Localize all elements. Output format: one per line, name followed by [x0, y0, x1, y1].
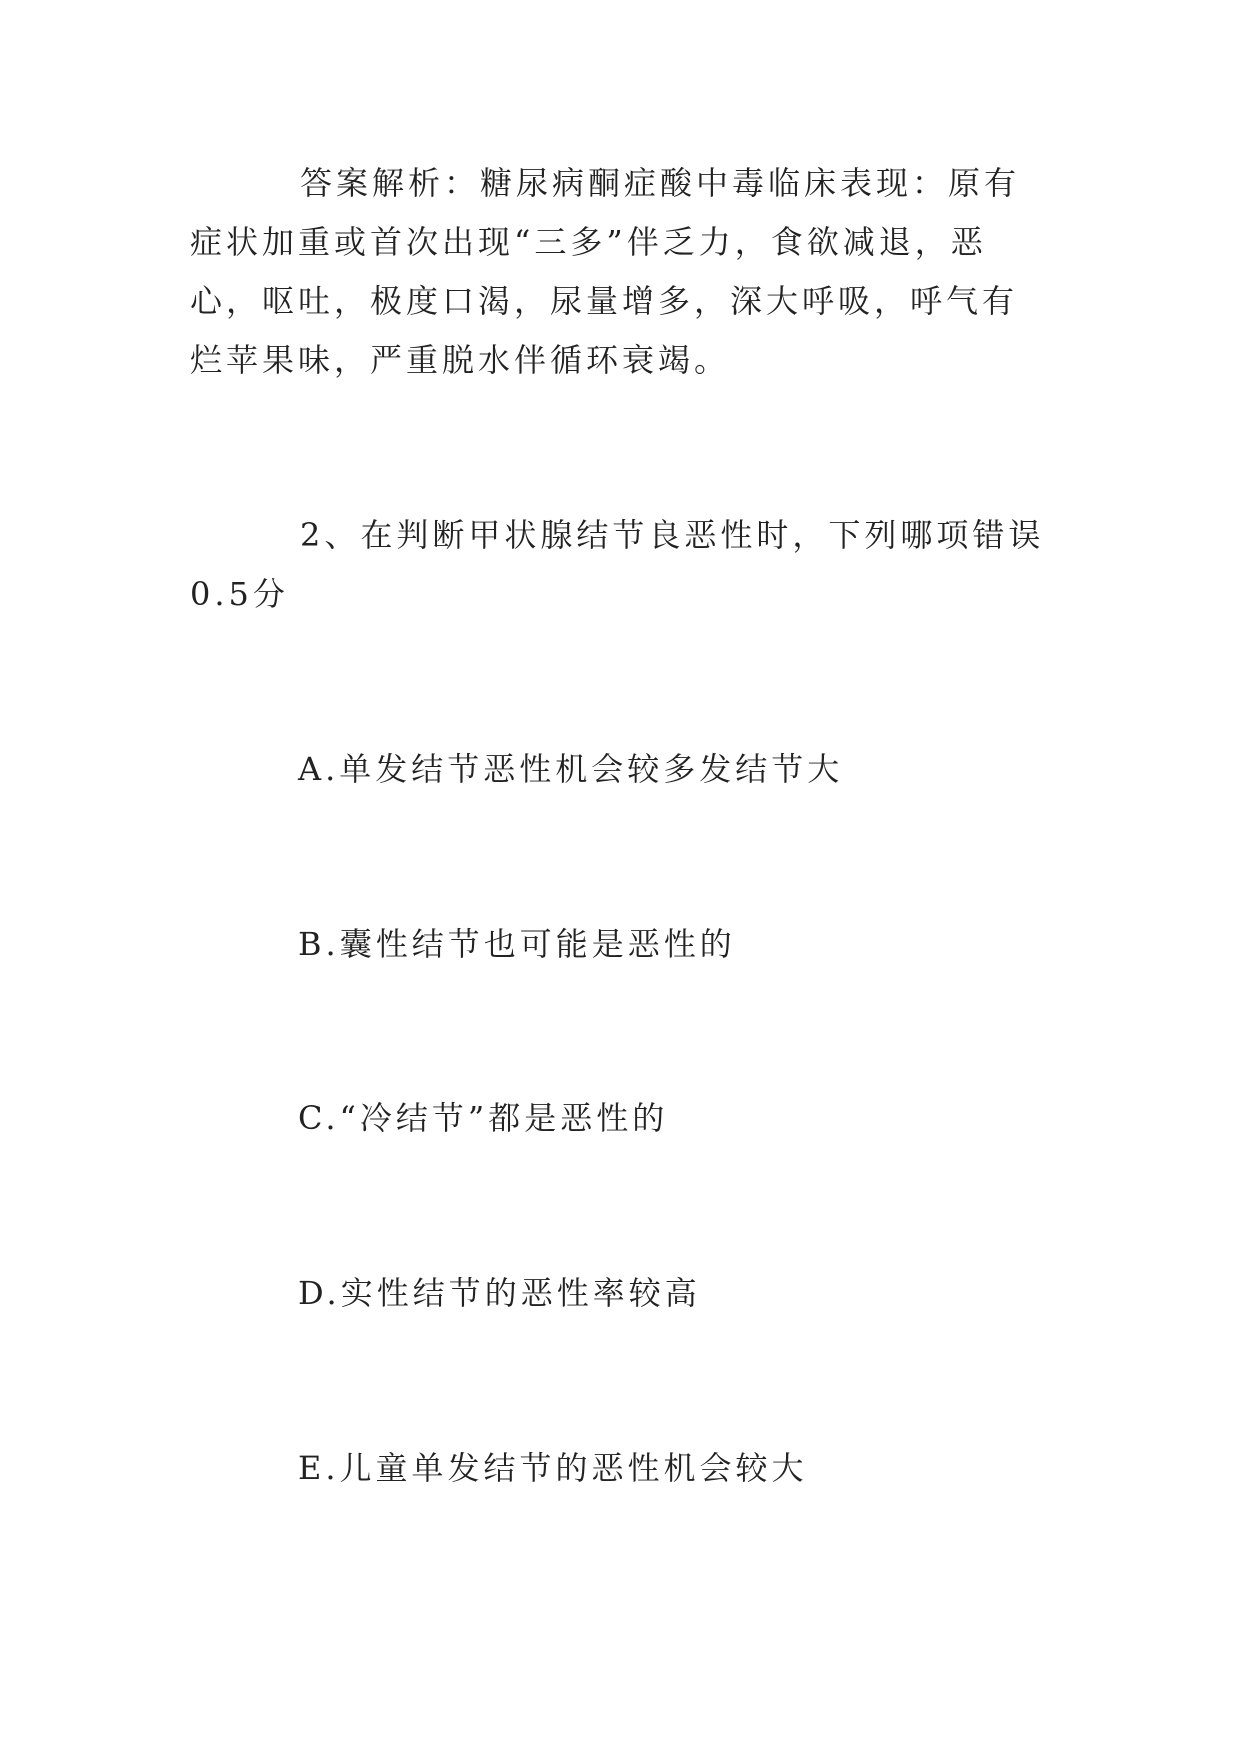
- option-a: A.单发结节恶性机会较多发结节大: [298, 750, 844, 788]
- answer-explanation: 答案解析：糖尿病酮症酸中毒临床表现：原有症状加重或首次出现“三多”伴乏力，食欲减退，恶心，呕吐，极度口渴，尿量增多，深大呼吸，呼气有烂苹果味，严重脱水伴循环衰竭。: [190, 164, 1021, 379]
- option-d: D.实性结节的恶性率较高: [298, 1274, 701, 1312]
- option-b: B.囊性结节也可能是恶性的: [298, 925, 736, 963]
- option-e: E.儿童单发结节的恶性机会较大: [298, 1449, 808, 1487]
- option-c: C.“冷结节”都是恶性的: [298, 1099, 669, 1137]
- question-text: 2、在判断甲状腺结节良恶性时，下列哪项错误 0.5分: [190, 516, 1045, 613]
